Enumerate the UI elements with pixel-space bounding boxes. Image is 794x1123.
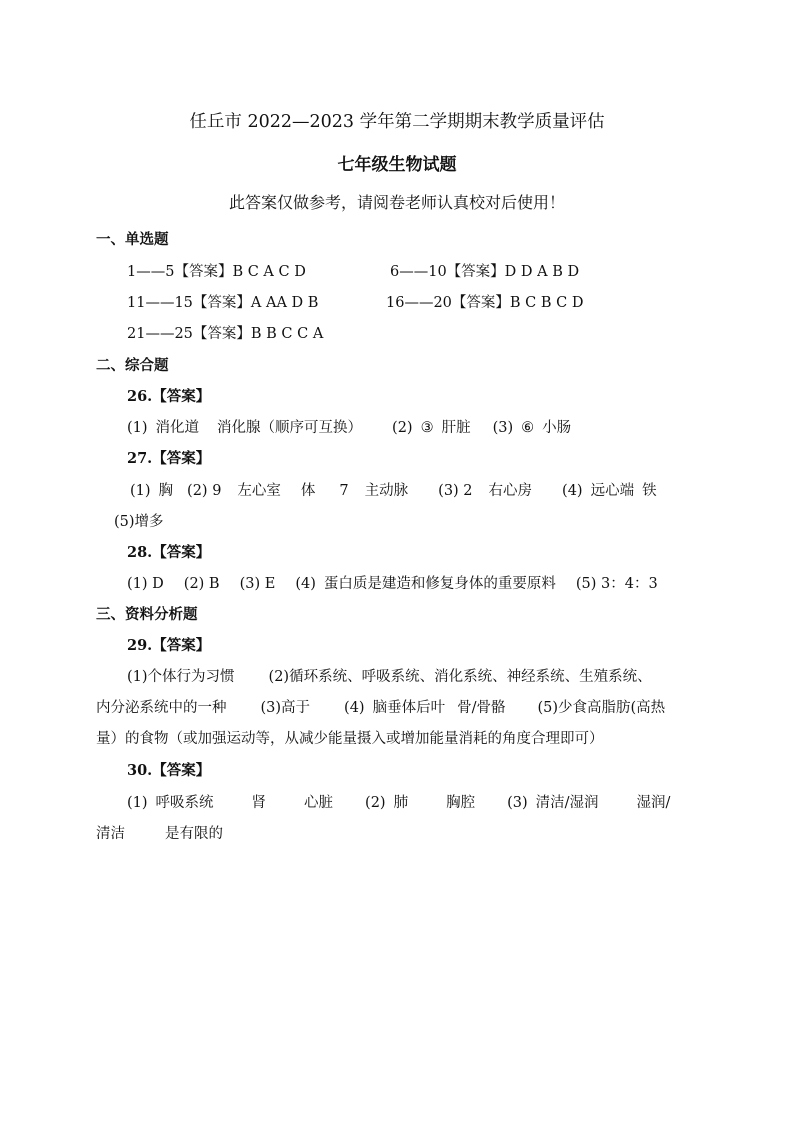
section-heading-single-choice: 一、单选题	[96, 231, 169, 248]
q26-part: (3)	[492, 420, 514, 436]
q29-part: 内分泌系统中的一种	[96, 700, 227, 716]
q27-part: 胸	[158, 483, 174, 499]
document-subtitle: 七年级生物试题	[337, 155, 457, 175]
q27-part: 左心室	[237, 483, 281, 499]
q30-part: (1)	[127, 795, 148, 811]
section-heading-comprehensive: 二、综合题	[96, 357, 169, 374]
q29-answer-line-1	[127, 665, 652, 686]
q30-part: (2)	[365, 795, 386, 811]
answer-row-21-25: 21——25【答案】B B C C A	[127, 326, 324, 342]
q27-part: 7	[339, 483, 349, 499]
answer-row-1-5: 1——5【答案】B C A C D	[127, 264, 306, 280]
q26-part: ③	[420, 420, 434, 436]
q27-part: (3) 2	[438, 483, 473, 499]
q29-answer-line-2	[96, 696, 665, 717]
q28-part: 蛋白质是建造和修复身体的重要原料	[323, 576, 556, 592]
q28-answer-line	[127, 572, 658, 593]
q26-part: (2)	[392, 420, 413, 436]
q28-heading: 28.【答案】	[127, 544, 211, 561]
q28-part: (2) B	[183, 576, 220, 592]
q30-part: 湿润/	[636, 795, 671, 811]
q27-part: (4)	[562, 483, 583, 499]
q27-part: 远心端	[590, 483, 635, 499]
q30-part: 肾	[251, 795, 267, 811]
q29-part: (4)	[344, 700, 365, 716]
reference-note: 此答案仅做参考，请阅卷老师认真校对后使用！	[228, 193, 565, 212]
q30-part: 心脏	[304, 795, 334, 811]
q30-answer-line-1	[127, 791, 670, 812]
q27-part: 右心房	[488, 483, 533, 499]
q30-part: 胸腔	[446, 795, 476, 811]
q30-heading: 30.【答案】	[127, 762, 211, 779]
q26-answer-line	[127, 416, 571, 437]
q29-part: 骨/骨骼	[457, 700, 506, 716]
q26-part: (1)	[127, 420, 148, 436]
q29-part: (3)高于	[260, 700, 311, 716]
q27-part: (1)	[130, 483, 151, 499]
q29-part: (5)少食高脂肪(高热	[537, 700, 666, 716]
q27-part: 主动脉	[364, 483, 409, 499]
answer-row-11-15: 11——15【答案】A AA D B	[127, 295, 319, 311]
q27-answer-line	[130, 479, 657, 500]
q26-part: ⑥	[521, 420, 535, 436]
q27-part: (2) 9	[187, 483, 222, 499]
q30-part: 是有限的	[165, 826, 223, 842]
q30-answer-line-2	[96, 822, 223, 843]
q26-part: 小肠	[542, 420, 572, 436]
q27-part: 体	[300, 483, 316, 499]
q28-part: (1) D	[127, 576, 164, 592]
answer-row-6-10: 6——10【答案】D D A B D	[390, 264, 580, 280]
q29-part: 脑垂体后叶	[372, 700, 446, 716]
q27-part: 铁	[642, 483, 657, 499]
q27-continuation: (5)增多	[114, 514, 164, 530]
q29-part: (2)循环系统、呼吸系统、消化系统、神经系统、生殖系统、	[268, 669, 652, 685]
q27-heading: 27.【答案】	[127, 450, 211, 467]
q29-part: (1)个体行为习惯	[127, 669, 235, 685]
q30-part: 清洁/湿润	[535, 795, 599, 811]
section-heading-data-analysis: 三、资料分析题	[96, 606, 198, 623]
q26-part: 肝脏	[441, 420, 471, 436]
q26-part: 消化道	[155, 420, 200, 436]
document-title: 任丘市 2022—2023 学年第二学期期末教学质量评估	[189, 112, 605, 132]
q28-part: (3) E	[239, 576, 276, 592]
q30-part: 肺	[393, 795, 409, 811]
q26-heading: 26.【答案】	[127, 388, 211, 405]
q30-part: 呼吸系统	[155, 795, 214, 811]
q30-part: (3)	[507, 795, 528, 811]
q29-answer-line-3: 量）的食物（或加强运动等，从减少能量摄入或增加能量消耗的角度合理即可）	[96, 731, 604, 747]
q29-heading: 29.【答案】	[127, 637, 211, 654]
q28-part: (5) 3：4：3	[575, 576, 658, 592]
q26-part: 消化腺（顺序可互换）	[217, 420, 363, 436]
answer-row-16-20: 16——20【答案】B C B C D	[386, 295, 584, 311]
q28-part: (4)	[295, 576, 316, 592]
q30-part: 清洁	[96, 826, 125, 842]
